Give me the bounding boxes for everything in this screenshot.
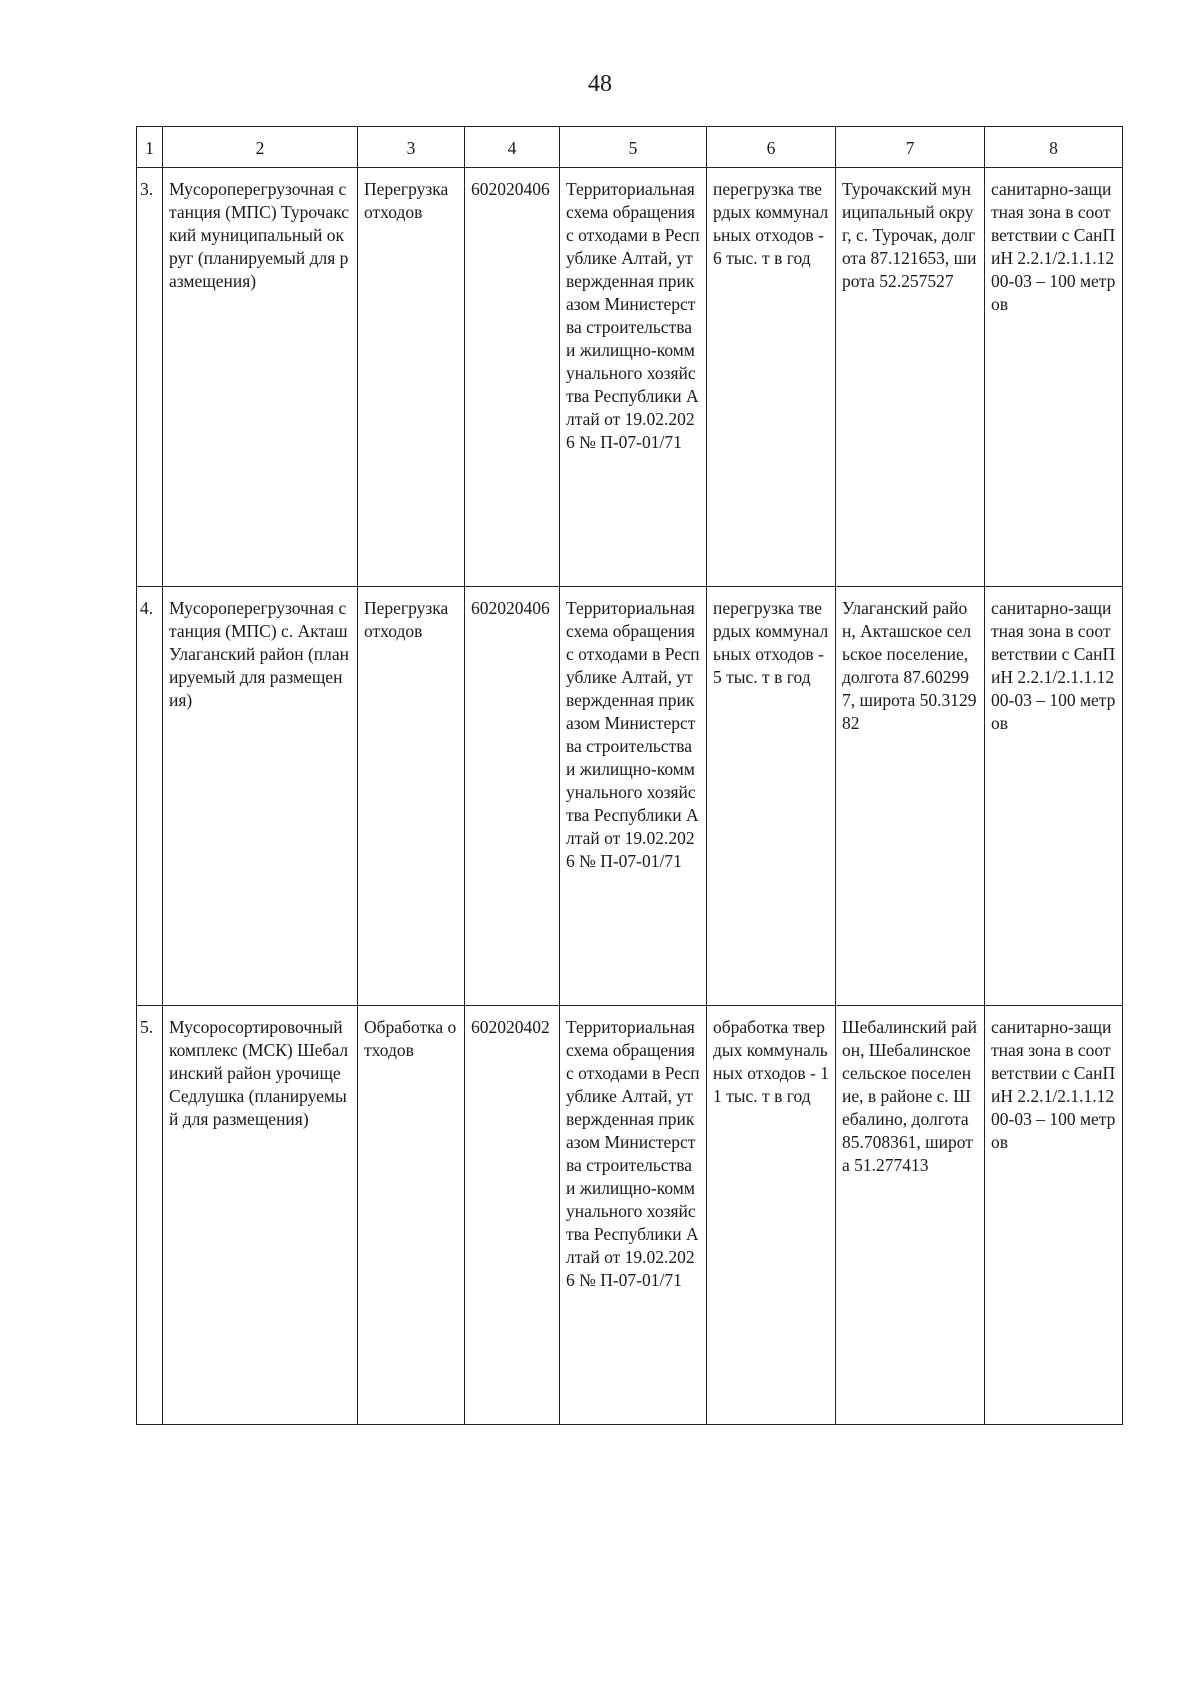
activity-type: Обработка отходов [358, 1006, 465, 1425]
object-code: 602020402 [465, 1006, 560, 1425]
column-header: 2 [163, 127, 358, 168]
legal-basis: Территориальная схема обращения с отходами в Республике Алтай, утвержденная приказом Министерства строительства и жилищно-коммунального хозяйства Республики Алтай от 19.02.2026 № П-07-01/71 [560, 1006, 707, 1425]
objects-table [136, 126, 1123, 1425]
column-header: 5 [560, 127, 707, 168]
page-number: 48 [588, 71, 612, 97]
capacity: обработка твердых коммунальных отходов - 11 тыс. т в год [707, 1006, 836, 1425]
capacity: перегрузка твердых коммунальных отходов - 5 тыс. т в год [707, 587, 836, 1006]
legal-basis: Территориальная схема обращения с отходами в Республике Алтай, утвержденная приказом Министерства строительства и жилищно-коммунального хозяйства Республики Алтай от 19.02.2026 № П-07-01/71 [560, 168, 707, 587]
column-header: 7 [836, 127, 985, 168]
column-header: 1 [137, 127, 163, 168]
legal-basis: Территориальная схема обращения с отходами в Республике Алтай, утвержденная приказом Министерства строительства и жилищно-коммунального хозяйства Республики Алтай от 19.02.2026 № П-07-01/71 [560, 587, 707, 1006]
activity-type: Перегрузка отходов [358, 587, 465, 1006]
column-header: 8 [985, 127, 1123, 168]
capacity: перегрузка твердых коммунальных отходов - 6 тыс. т в год [707, 168, 836, 587]
column-header: 4 [465, 127, 560, 168]
object-code: 602020406 [465, 168, 560, 587]
object-name: Мусороперегрузочная станция (МПС) Турочакский муниципальный округ (планируемый для размещения) [163, 168, 358, 587]
row-number: 4. [137, 587, 163, 1006]
table-row [137, 1006, 1123, 1425]
object-name: Мусоросортировочный комплекс (МСК) Шебалинский район урочище Седлушка (планируемый для размещения) [163, 1006, 358, 1425]
object-code: 602020406 [465, 587, 560, 1006]
location: Шебалинский район, Шебалинское сельское поселение, в районе с. Шебалино, долгота 85.708361, широта 51.277413 [836, 1006, 985, 1425]
protection-zone: санитарно-защитная зона в соответствии с СанПиН 2.2.1/2.1.1.1200-03 – 100 метров [985, 168, 1123, 587]
column-header: 3 [358, 127, 465, 168]
protection-zone: санитарно-защитная зона в соответствии с СанПиН 2.2.1/2.1.1.1200-03 – 100 метров [985, 587, 1123, 1006]
header-row [137, 127, 1123, 168]
table-row [137, 587, 1123, 1006]
protection-zone: санитарно-защитная зона в соответствии с СанПиН 2.2.1/2.1.1.1200-03 – 100 метров [985, 1006, 1123, 1425]
row-number: 5. [137, 1006, 163, 1425]
row-number: 3. [137, 168, 163, 587]
location: Улаганский район, Акташское сельское поселение, долгота 87.602997, широта 50.312982 [836, 587, 985, 1006]
location: Турочакский муниципальный округ, с. Турочак, долгота 87.121653, широта 52.257527 [836, 168, 985, 587]
column-header: 6 [707, 127, 836, 168]
object-name: Мусороперегрузочная станция (МПС) с. Акташ Улаганский район (планируемый для размещения) [163, 587, 358, 1006]
table-row [137, 168, 1123, 587]
activity-type: Перегрузка отходов [358, 168, 465, 587]
